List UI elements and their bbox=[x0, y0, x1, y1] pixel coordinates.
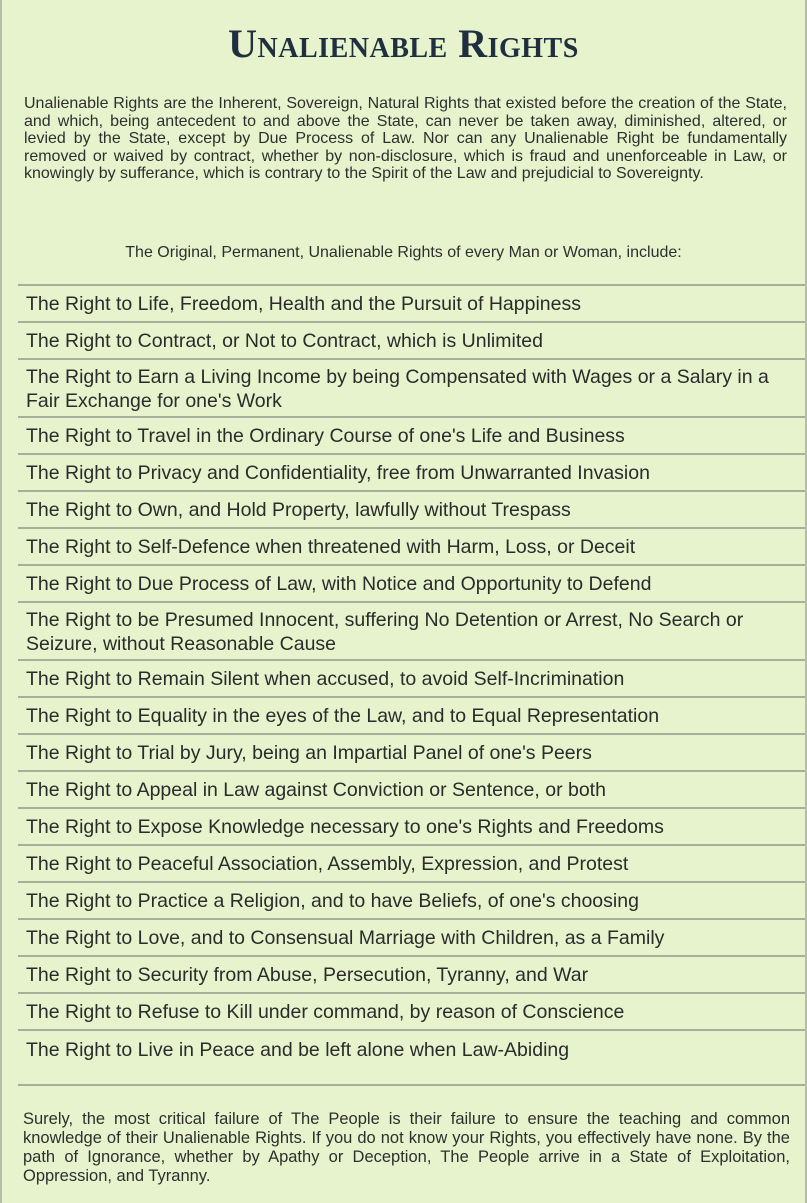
right-item: The Right to Practice a Religion, and to have Beliefs, of one's choosing bbox=[18, 883, 805, 920]
right-item: The Right to Due Process of Law, with Notice and Opportunity to Defend bbox=[18, 566, 805, 603]
right-item: The Right to Peaceful Association, Assembly, Expression, and Protest bbox=[18, 846, 805, 883]
right-item: The Right to Travel in the Ordinary Course of one's Life and Business bbox=[18, 418, 805, 455]
intro-paragraph: Unalienable Rights are the Inherent, Sovereign, Natural Rights that existed before the creation of the State, and which, being antecedent to and above the State, can never be taken away, diminished, altered, or levied by the State, except by Due Process of Law. Nor can any Unalienable Right be fundamentally removed or waived by contract, whether by non-disclosure, which is fraud and unenforceable in Law, or knowingly by sufferance, which is contrary to the Spirit of the Law and prejudicial to Sovereignty. bbox=[24, 95, 787, 182]
closing-section bbox=[18, 1084, 805, 1203]
page-title: Unalienable Rights bbox=[228, 21, 579, 66]
right-item: The Right to Refuse to Kill under command, by reason of Conscience bbox=[18, 994, 805, 1031]
right-item: The Right to Equality in the eyes of the Law, and to Equal Representation bbox=[18, 698, 805, 735]
right-item: The Right to Earn a Living Income by being Compensated with Wages or a Salary in a Fair Exchange for one's Work bbox=[18, 360, 805, 418]
rights-list-heading: The Original, Permanent, Unalienable Rights of every Man or Woman, include: bbox=[125, 244, 682, 261]
right-item: The Right to Privacy and Confidentiality, free from Unwarranted Invasion bbox=[18, 455, 805, 492]
rights-list bbox=[18, 284, 805, 1068]
right-item: The Right to Life, Freedom, Health and the Pursuit of Happiness bbox=[18, 286, 805, 323]
right-item: The Right to Self-Defence when threatened with Harm, Loss, or Deceit bbox=[18, 529, 805, 566]
right-item: The Right to Security from Abuse, Persecution, Tyranny, and War bbox=[18, 957, 805, 994]
right-item: The Right to Love, and to Consensual Marriage with Children, as a Family bbox=[18, 920, 805, 957]
right-item: The Right to Contract, or Not to Contract, which is Unlimited bbox=[18, 323, 805, 360]
right-item: The Right to Trial by Jury, being an Impartial Panel of one's Peers bbox=[18, 735, 805, 772]
right-item: The Right to Remain Silent when accused, to avoid Self-Incrimination bbox=[18, 661, 805, 698]
right-item: The Right to Expose Knowledge necessary to one's Rights and Freedoms bbox=[18, 809, 805, 846]
right-item: The Right to be Presumed Innocent, suffering No Detention or Arrest, No Search or Seizure, without Reasonable Cause bbox=[18, 603, 805, 661]
closing-paragraph: Surely, the most critical failure of The People is their failure to ensure the teaching and common knowledge of their Unalienable Rights. If you do not know your Rights, you effectively have none. By the path of Ignorance, whether by Apathy or Deception, The People arrive in a State of Exploitation, Oppression, and Tyranny. bbox=[23, 1110, 790, 1185]
right-item: The Right to Own, and Hold Property, lawfully without Trespass bbox=[18, 492, 805, 529]
right-item: The Right to Live in Peace and be left alone when Law-Abiding bbox=[26, 1038, 570, 1061]
right-item: The Right to Appeal in Law against Conviction or Sentence, or both bbox=[18, 772, 805, 809]
